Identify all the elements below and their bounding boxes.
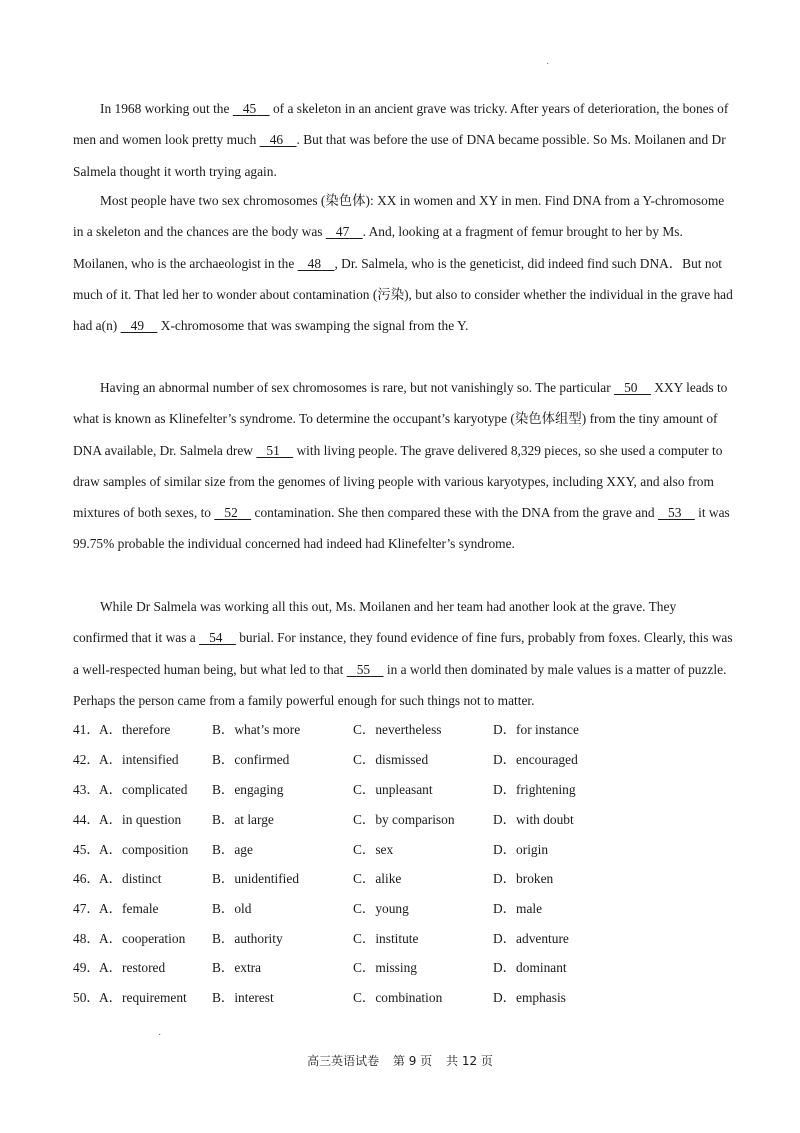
question-number: 50． [73,990,100,1005]
question-number: 42． [73,752,100,767]
page-footer [0,1052,800,1069]
choice-a[interactable]: A．female [99,901,159,916]
blank-45: 45 [242,101,257,116]
choice-a[interactable]: A．cooperation [99,931,186,946]
choice-a[interactable]: A．complicated [99,782,188,797]
choice-d[interactable]: D．encouraged [493,752,578,767]
passage-paragraph-1: In 1968 working out the 45 of a skeleton in an ancient grave was tricky. After years of deterioration, the bones of men and women look pretty much 46 . But that was before the use of DNA became possible. So Ms. Moilanen and Dr Salmela thought it worth trying again. [73,93,733,187]
choice-d[interactable]: D．adventure [493,931,569,946]
choice-a[interactable]: A．in question [99,812,182,827]
question-number: 46． [73,871,100,886]
choice-b[interactable]: B．interest [212,990,274,1005]
choice-d[interactable]: D．for instance [493,722,579,737]
blank-48: 48 [307,255,322,271]
choice-c[interactable]: C．alike [353,871,402,886]
question-number: 44． [73,812,100,827]
choice-b[interactable]: B．old [212,901,252,916]
question-number: 41． [73,722,100,737]
passage-paragraph-3: Having an abnormal number of sex chromosomes is rare, but not vanishingly so. The particular 50 XXY leads to what is known as Klinefelter’s syndrome. To determine the occupant’s karyotype (染色体组型) from the tiny amount of DNA available, Dr. Salmela drew 51 with living people. The grave delivered 8,329 pieces, so she used a computer to draw samples of similar size from the genomes of living people with various karyotypes, including XXY, and also from mixtures of both sexes, to 52 contamination. She then compared these with the DNA from the grave and 53 it was 99.75% probable the individual concerned had indeed had Klinefelter’s syndrome. [73,372,733,560]
choice-a[interactable]: A．composition [99,842,189,857]
blank-52: 52 [224,505,238,521]
choice-a[interactable]: A．therefore [99,722,171,737]
footer-page-number: 第 9 页 [392,1054,433,1068]
choice-b[interactable]: B．at large [212,812,274,827]
choice-a[interactable]: A．intensified [99,752,179,767]
choice-d[interactable]: D．with doubt [493,812,574,827]
choice-c[interactable]: C．combination [353,990,443,1005]
choice-c[interactable]: C．young [353,901,409,916]
choice-b[interactable]: B．unidentified [212,871,300,886]
blank-51: 51 [266,442,280,458]
choice-b[interactable]: B．what’s more [212,722,301,737]
footer-subject: 高三英语试卷 [307,1054,380,1068]
question-number: 45． [73,842,100,857]
choice-c[interactable]: C．unpleasant [353,782,433,797]
choice-a[interactable]: A．restored [99,960,166,975]
footer-total-pages: 共 12 页 [446,1054,493,1068]
choice-a[interactable]: A．distinct [99,871,162,886]
blank-55: 55 [356,661,371,677]
choice-c[interactable]: C．nevertheless [353,722,442,737]
blank-47: 47 [335,224,350,240]
passage-paragraph-2: Most people have two sex chromosomes (染色体): XX in women and XY in men. Find DNA from a Y-chromosome in a skeleton and the chances are the body was 47 . And, looking at a fragment of femur brought to her by Ms. Moilanen, who is the archaeologist in the 48 , Dr. Salmela, who is the geneticist, did indeed find such DNA．But not much of it. That led her to wonder about contamination (污染), but also to consider whether the individual in the grave had had a(n) 49 X-chromosome that was swamping the signal from the Y. [73,185,733,341]
choice-b[interactable]: B．authority [212,931,283,946]
choice-c[interactable]: C．sex [353,842,394,857]
choice-d[interactable]: D．broken [493,871,554,886]
choice-d[interactable]: D．emphasis [493,990,566,1005]
choice-d[interactable]: D．origin [493,842,549,857]
question-number: 43． [73,782,100,797]
scan-dot: · [158,1030,162,1041]
choice-d[interactable]: D．dominant [493,960,567,975]
choice-b[interactable]: B．engaging [212,782,284,797]
choice-b[interactable]: B．age [212,842,253,857]
choice-c[interactable]: C．institute [353,931,419,946]
blank-46: 46 [269,132,284,148]
blank-50: 50 [624,380,638,395]
choice-c[interactable]: C．missing [353,960,417,975]
choice-b[interactable]: B．confirmed [212,752,290,767]
question-number: 47． [73,901,100,916]
choice-a[interactable]: A．requirement [99,990,187,1005]
blank-49: 49 [130,318,145,334]
blank-53: 53 [668,505,682,521]
question-number: 49． [73,960,100,975]
choice-b[interactable]: B．extra [212,960,262,975]
passage-paragraph-4: While Dr Salmela was working all this out, Ms. Moilanen and her team had another look at the grave. They confirmed that it was a 54 burial. For instance, they found evidence of fine furs, probably from foxes. Clearly, this was a well-respected human being, but what led to that 55 in a world then dominated by male values is a matter of puzzle. Perhaps the person came from a family powerful enough for such things not to matter. [73,599,733,708]
scan-dot: ˙ [546,62,550,73]
question-number: 48． [73,931,100,946]
choice-c[interactable]: C．by comparison [353,812,455,827]
choice-d[interactable]: D．male [493,901,543,916]
blank-54: 54 [209,630,223,646]
choice-d[interactable]: D．frightening [493,782,576,797]
choice-c[interactable]: C．dismissed [353,752,429,767]
